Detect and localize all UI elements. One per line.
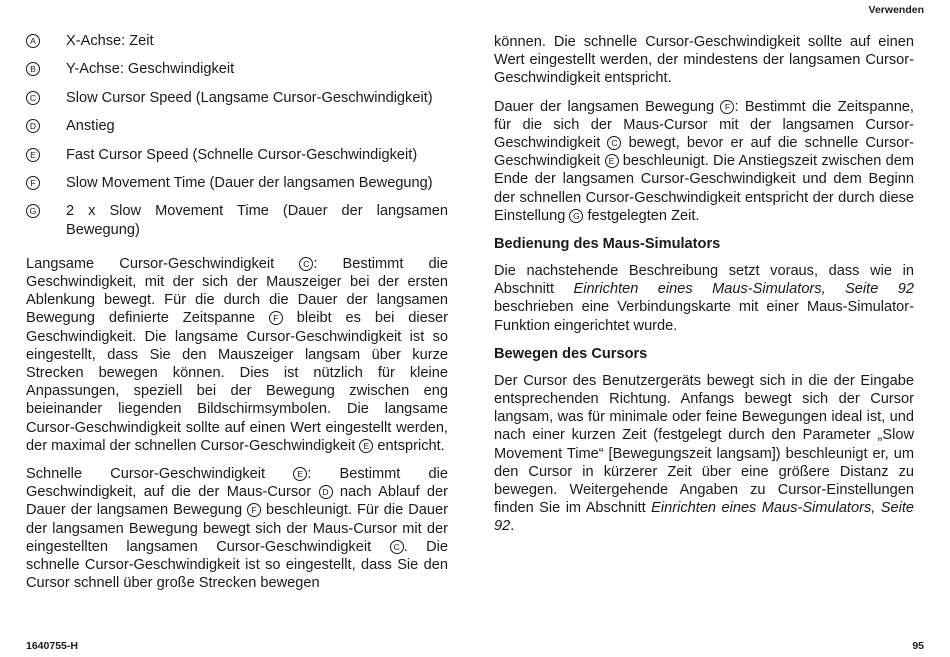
circled-letter-icon: E	[26, 148, 40, 162]
running-header: Verwenden	[868, 4, 924, 16]
cross-reference-link[interactable]: Einrichten eines Maus-Simulators, Seite 92	[494, 500, 914, 535]
circled-letter-icon: G	[26, 204, 40, 218]
section-heading: Bedienung des Maus-Simulators	[494, 236, 721, 253]
paragraph-moving-cursor: Der Cursor des Benutzergeräts bewegt sich in die der Eingabe entsprechenden Richtung. Anfangs bewegt sich der Cursor langsam, was für minimale oder feine Bewegungen ideal ist, und nach einer kurzen Zeit (festgelegt durch den Parameter „Slow Movement Time“ [Bewegungszeit langsam]) beschleunigt er, um den Cursor in kürzerer Zeit über eine größere Distanz zu bewegen. Weitergehende Angaben zu Cursor-Einstellungen finden Sie im Abschnitt Einrichten eines Maus-Simulators, Seite 92.	[494, 372, 914, 535]
legend-text: Slow Cursor Speed (Langsame Cursor-Geschwindigkeit)	[66, 89, 433, 106]
circled-letter-icon: E	[359, 439, 373, 453]
paragraph-slow-movement-time: Dauer der langsamen Bewegung F : Bestimmt die Zeitspanne, für die sich der Maus-Cursor mit der langsamen Cursor-Geschwindigkeit C bewegt, bevor er auf die schnelle Cursor-Geschwindigkeit E beschleunigt. Die Anstiegszeit zwischen dem Ende der langsamen Cursor-Geschwindigkeit und dem Beginn der schnellen Cursor-Geschwindigkeit entspricht der durch diese Einstellung G festgelegten Zeit.	[494, 98, 914, 224]
legend-text: X-Achse: Zeit	[66, 33, 154, 49]
circled-letter-icon: D	[319, 485, 333, 499]
left-column	[26, 32, 448, 602]
paragraph-continued: können. Die schnelle Cursor-Geschwindigkeit sollte auf einen Wert eingestellt werden, der mindestens der langsamen Cursor-Geschwindigkeit entspricht.	[494, 34, 914, 87]
legend-item	[26, 146, 448, 164]
legend-item	[26, 117, 448, 135]
circled-letter-icon: E	[293, 467, 307, 481]
paragraph-slow-cursor-speed: Langsame Cursor-Geschwindigkeit C : Bestimmt die Geschwindigkeit, mit der sich der Mauszeiger bei der ersten Ablenkung bewegt. Für die durch die Dauer der langsamen Bewegung definierte Zeitspanne F bleibt es bei dieser Geschwindigkeit. Die langsame Cursor-Geschwindigkeit ist so eingestellt, dass Sie den Mauszeiger langsam über kurze Strecken bewegen können. Dies ist nützlich für kleine Anpassungen, speziell bei der Bewegung zwischen eng beieinander liegenden Bildschirmsymbolen. Die langsame Cursor-Geschwindigkeit sollte auf einen Wert eingestellt werden, der maximal der schnellen Cursor-Geschwindigkeit E entspricht.	[26, 255, 448, 454]
legend-item	[26, 202, 448, 238]
section-heading: Bewegen des Cursors	[494, 345, 648, 362]
circled-letter-icon: E	[605, 154, 619, 168]
circled-letter-icon: A	[26, 34, 40, 48]
legend-text: Fast Cursor Speed (Schnelle Cursor-Geschwindigkeit)	[66, 146, 418, 163]
circled-letter-icon: F	[269, 311, 283, 325]
circled-letter-icon: C	[26, 91, 40, 105]
legend-item	[26, 32, 448, 50]
circled-letter-icon: F	[247, 503, 261, 517]
legend-text: Anstieg	[66, 118, 115, 135]
circled-letter-icon: D	[26, 119, 40, 133]
circled-letter-icon: F	[26, 176, 40, 190]
circled-letter-icon: F	[720, 100, 734, 114]
legend-item	[26, 60, 448, 78]
document-id: 1640755-H	[26, 640, 78, 652]
legend-text: 2 x Slow Movement Time (Dauer der langsamen Bewegung)	[66, 203, 448, 238]
cross-reference-link[interactable]: Einrichten eines Maus-Simulators, Seite 92	[573, 281, 914, 298]
legend-text: Y-Achse: Geschwindigkeit	[66, 61, 235, 78]
circled-letter-icon: B	[26, 62, 40, 76]
legend-item	[26, 89, 448, 107]
circled-letter-icon: C	[607, 136, 621, 150]
legend-text: Slow Movement Time (Dauer der langsamen Bewegung)	[66, 174, 433, 191]
circled-letter-icon: C	[390, 540, 404, 554]
page-number: 95	[912, 640, 924, 652]
legend-item	[26, 174, 448, 192]
right-column	[494, 33, 914, 546]
paragraph-fast-cursor-speed: Schnelle Cursor-Geschwindigkeit E : Bestimmt die Geschwindigkeit, auf die der Maus-Cursor D nach Ablauf der Dauer der langsamen Bewegung F beschleunigt. Für die Dauer der langsamen Bewegung bewegt sich der Maus-Cursor mit der eingestellten langsamen Cursor-Geschwindigkeit C . Die schnelle Cursor-Geschwindigkeit ist so eingestellt, dass Sie den Cursor schnell über große Strecken bewegen	[26, 465, 449, 592]
circled-letter-icon: G	[569, 209, 583, 223]
circled-letter-icon: C	[299, 257, 313, 271]
figure-legend	[26, 32, 448, 239]
paragraph-prerequisite: Die nachstehende Beschreibung setzt voraus, dass wie in Abschnitt Einrichten eines Maus-Simulators, Seite 92 beschrieben eine Verbindungskarte mit einer Maus-Simulator-Funktion eingerichtet wurde.	[494, 263, 914, 334]
